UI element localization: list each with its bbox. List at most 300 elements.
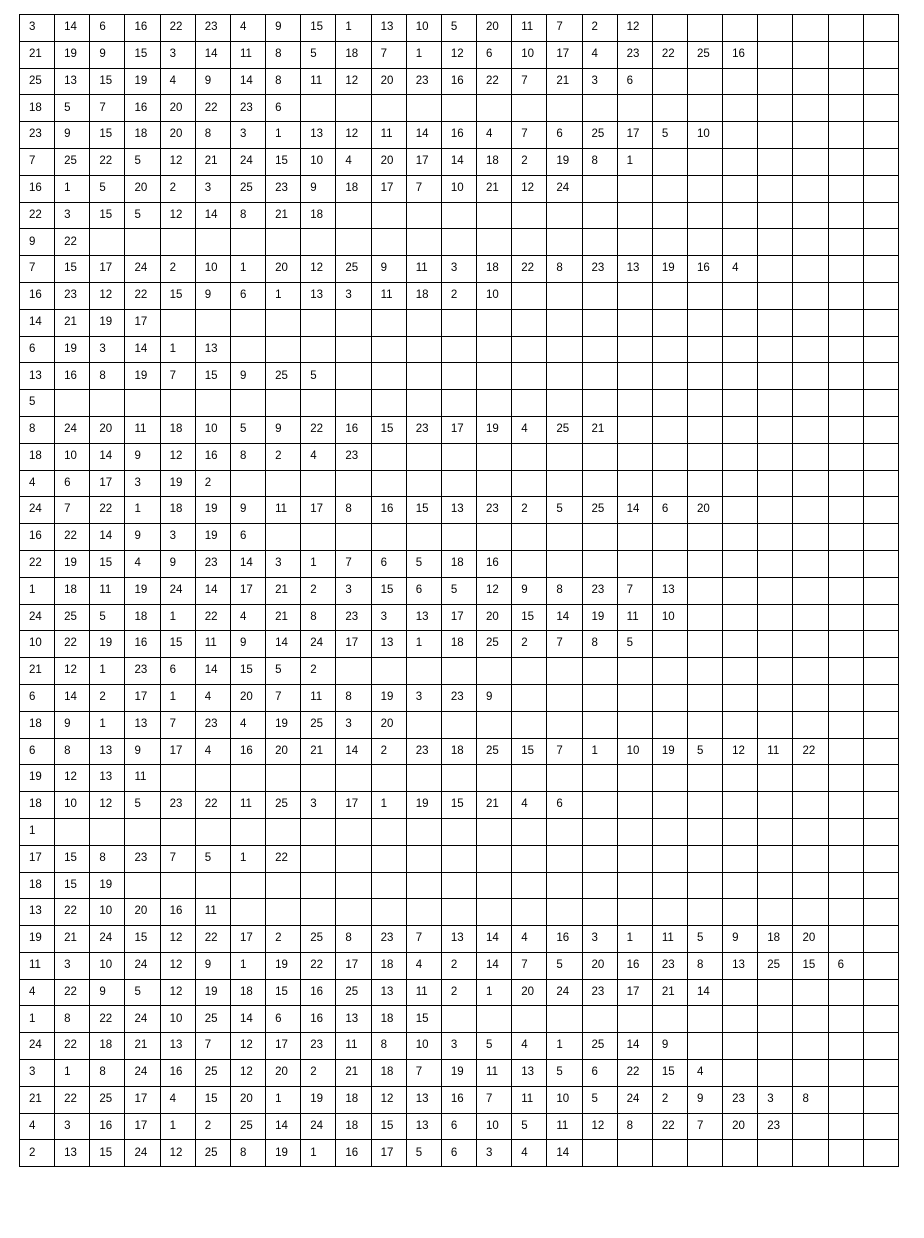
table-cell: 11	[301, 68, 336, 95]
table-cell	[828, 68, 863, 95]
table-cell	[406, 899, 441, 926]
table-cell: 23	[582, 979, 617, 1006]
table-cell: 7	[336, 550, 371, 577]
table-cell	[512, 282, 547, 309]
table-cell: 15	[406, 497, 441, 524]
table-cell: 25	[195, 1060, 230, 1087]
table-cell	[301, 818, 336, 845]
table-cell	[582, 229, 617, 256]
table-cell	[125, 818, 160, 845]
table-cell	[406, 336, 441, 363]
table-cell: 13	[652, 577, 687, 604]
table-cell: 24	[90, 926, 125, 953]
table-cell: 2	[512, 631, 547, 658]
table-cell	[687, 470, 722, 497]
table-cell	[617, 711, 652, 738]
table-cell	[758, 899, 793, 926]
table-cell: 15	[55, 845, 90, 872]
table-cell: 23	[617, 41, 652, 68]
table-cell: 19	[371, 684, 406, 711]
table-cell	[266, 765, 301, 792]
table-cell: 16	[125, 15, 160, 42]
table-cell	[793, 577, 828, 604]
table-cell: 9	[125, 443, 160, 470]
table-cell: 18	[371, 1006, 406, 1033]
table-cell: 16	[160, 899, 195, 926]
table-cell	[758, 524, 793, 551]
table-cell: 9	[160, 550, 195, 577]
table-cell	[723, 1060, 758, 1087]
table-cell	[828, 202, 863, 229]
table-cell	[371, 363, 406, 390]
table-cell: 22	[55, 1033, 90, 1060]
table-cell: 17	[371, 1140, 406, 1167]
table-cell	[582, 711, 617, 738]
table-cell: 15	[652, 1060, 687, 1087]
table-cell: 1	[160, 336, 195, 363]
table-cell: 20	[371, 148, 406, 175]
table-cell	[723, 577, 758, 604]
table-cell: 19	[125, 68, 160, 95]
table-cell: 6	[547, 792, 582, 819]
table-cell: 3	[20, 15, 55, 42]
table-cell	[617, 1140, 652, 1167]
table-cell: 9	[55, 122, 90, 149]
table-cell: 13	[441, 926, 476, 953]
table-cell	[617, 390, 652, 417]
table-row	[20, 550, 899, 577]
table-cell	[477, 202, 512, 229]
table-cell: 13	[20, 363, 55, 390]
table-cell: 5	[125, 792, 160, 819]
table-cell: 16	[20, 282, 55, 309]
table-cell	[652, 845, 687, 872]
table-cell: 14	[90, 524, 125, 551]
table-cell	[336, 95, 371, 122]
table-cell: 21	[582, 416, 617, 443]
table-cell	[336, 336, 371, 363]
table-cell: 8	[55, 1006, 90, 1033]
table-cell: 5	[687, 926, 722, 953]
table-cell	[793, 684, 828, 711]
table-cell: 23	[125, 845, 160, 872]
table-cell: 7	[406, 1060, 441, 1087]
table-cell	[617, 792, 652, 819]
table-cell	[582, 202, 617, 229]
table-cell: 21	[55, 309, 90, 336]
table-cell	[336, 845, 371, 872]
table-cell: 18	[477, 148, 512, 175]
table-cell	[687, 524, 722, 551]
table-cell	[547, 336, 582, 363]
table-cell	[723, 95, 758, 122]
table-cell: 13	[406, 604, 441, 631]
table-cell: 12	[336, 68, 371, 95]
table-cell: 16	[687, 256, 722, 283]
table-cell	[160, 390, 195, 417]
table-cell	[828, 738, 863, 765]
table-cell: 13	[617, 256, 652, 283]
table-cell	[793, 148, 828, 175]
table-cell	[828, 390, 863, 417]
table-cell	[477, 711, 512, 738]
table-cell: 1	[55, 1060, 90, 1087]
table-cell	[371, 899, 406, 926]
table-cell	[477, 443, 512, 470]
table-cell: 24	[20, 604, 55, 631]
table-cell: 20	[160, 95, 195, 122]
table-cell	[723, 1006, 758, 1033]
table-cell	[441, 229, 476, 256]
table-cell: 7	[547, 15, 582, 42]
table-cell	[90, 229, 125, 256]
table-cell: 10	[512, 41, 547, 68]
table-cell	[863, 952, 898, 979]
table-cell	[793, 416, 828, 443]
table-cell	[336, 390, 371, 417]
table-cell: 9	[266, 15, 301, 42]
table-cell	[828, 95, 863, 122]
table-cell	[230, 899, 265, 926]
table-cell: 5	[125, 979, 160, 1006]
table-cell: 20	[477, 15, 512, 42]
table-cell	[687, 416, 722, 443]
table-cell: 10	[406, 1033, 441, 1060]
table-cell: 19	[20, 926, 55, 953]
table-cell	[406, 229, 441, 256]
table-cell: 21	[477, 792, 512, 819]
table-cell: 8	[687, 952, 722, 979]
table-cell	[863, 390, 898, 417]
table-cell: 15	[195, 1086, 230, 1113]
table-row	[20, 68, 899, 95]
table-cell	[477, 309, 512, 336]
table-cell: 19	[652, 738, 687, 765]
table-cell: 8	[336, 684, 371, 711]
table-cell: 4	[512, 926, 547, 953]
table-cell	[687, 229, 722, 256]
table-cell: 20	[160, 122, 195, 149]
table-cell	[687, 577, 722, 604]
table-cell	[406, 765, 441, 792]
table-cell: 19	[406, 792, 441, 819]
table-cell: 24	[160, 577, 195, 604]
table-cell: 15	[512, 738, 547, 765]
table-cell	[723, 872, 758, 899]
table-cell	[687, 1033, 722, 1060]
table-cell: 18	[20, 443, 55, 470]
table-cell: 3	[406, 684, 441, 711]
table-cell: 23	[195, 15, 230, 42]
table-cell	[863, 765, 898, 792]
table-cell	[371, 309, 406, 336]
table-row	[20, 792, 899, 819]
table-cell	[336, 363, 371, 390]
table-cell	[828, 175, 863, 202]
table-cell: 22	[160, 15, 195, 42]
table-cell	[512, 309, 547, 336]
table-cell	[863, 229, 898, 256]
table-cell: 14	[55, 684, 90, 711]
table-cell: 8	[230, 1140, 265, 1167]
table-cell: 23	[195, 550, 230, 577]
table-cell: 2	[301, 658, 336, 685]
table-cell: 20	[125, 899, 160, 926]
table-cell: 12	[160, 443, 195, 470]
table-cell: 12	[160, 926, 195, 953]
table-cell: 23	[406, 68, 441, 95]
table-cell: 8	[266, 68, 301, 95]
table-cell: 20	[371, 711, 406, 738]
table-cell: 4	[160, 68, 195, 95]
table-cell	[547, 390, 582, 417]
table-cell	[723, 631, 758, 658]
table-cell: 17	[547, 41, 582, 68]
table-cell: 3	[195, 175, 230, 202]
table-cell: 18	[336, 41, 371, 68]
table-cell: 7	[195, 1033, 230, 1060]
table-cell	[617, 872, 652, 899]
table-cell	[828, 658, 863, 685]
table-cell	[793, 658, 828, 685]
table-cell: 1	[617, 148, 652, 175]
table-cell	[758, 68, 793, 95]
table-cell	[758, 631, 793, 658]
table-cell: 18	[90, 1033, 125, 1060]
table-cell: 20	[723, 1113, 758, 1140]
table-cell: 25	[582, 122, 617, 149]
table-cell	[547, 711, 582, 738]
table-cell: 1	[55, 175, 90, 202]
table-cell: 17	[441, 604, 476, 631]
table-cell: 21	[301, 738, 336, 765]
table-cell: 16	[301, 979, 336, 1006]
table-cell: 18	[160, 416, 195, 443]
table-cell: 23	[758, 1113, 793, 1140]
table-cell: 17	[371, 175, 406, 202]
table-cell: 15	[90, 550, 125, 577]
table-cell: 14	[195, 577, 230, 604]
table-cell: 13	[90, 738, 125, 765]
table-cell	[441, 202, 476, 229]
table-cell: 1	[230, 845, 265, 872]
table-cell: 10	[652, 604, 687, 631]
table-cell: 17	[90, 256, 125, 283]
table-cell: 8	[230, 443, 265, 470]
table-cell: 5	[301, 363, 336, 390]
table-cell: 12	[160, 952, 195, 979]
table-cell: 15	[301, 15, 336, 42]
table-cell: 14	[477, 952, 512, 979]
table-cell: 4	[406, 952, 441, 979]
table-cell	[828, 416, 863, 443]
table-cell: 11	[230, 41, 265, 68]
table-cell	[547, 658, 582, 685]
table-cell: 6	[55, 470, 90, 497]
table-cell	[547, 684, 582, 711]
table-cell	[582, 872, 617, 899]
table-cell	[441, 390, 476, 417]
table-cell	[617, 202, 652, 229]
table-cell	[441, 443, 476, 470]
table-cell: 16	[477, 550, 512, 577]
table-cell: 13	[406, 1113, 441, 1140]
table-cell: 12	[371, 1086, 406, 1113]
table-cell	[617, 550, 652, 577]
table-cell: 18	[441, 738, 476, 765]
table-cell: 23	[406, 416, 441, 443]
table-cell	[125, 390, 160, 417]
table-cell: 4	[301, 443, 336, 470]
table-cell	[863, 1033, 898, 1060]
table-cell: 9	[687, 1086, 722, 1113]
table-cell	[441, 363, 476, 390]
table-cell	[828, 1113, 863, 1140]
table-cell: 4	[230, 604, 265, 631]
table-cell: 5	[652, 122, 687, 149]
table-cell: 10	[617, 738, 652, 765]
table-cell: 12	[160, 148, 195, 175]
table-cell	[652, 899, 687, 926]
table-cell	[160, 229, 195, 256]
table-cell	[723, 550, 758, 577]
table-cell: 22	[652, 41, 687, 68]
table-cell: 14	[617, 1033, 652, 1060]
table-cell: 18	[20, 872, 55, 899]
table-cell	[687, 336, 722, 363]
table-cell: 14	[20, 309, 55, 336]
table-cell	[723, 1140, 758, 1167]
table-row	[20, 818, 899, 845]
table-cell	[477, 229, 512, 256]
table-cell: 17	[125, 309, 160, 336]
table-cell: 20	[266, 1060, 301, 1087]
table-cell: 2	[266, 443, 301, 470]
table-cell: 17	[336, 952, 371, 979]
table-row	[20, 229, 899, 256]
table-cell	[687, 1006, 722, 1033]
table-cell	[266, 524, 301, 551]
table-cell	[723, 443, 758, 470]
table-cell: 25	[758, 952, 793, 979]
table-cell: 24	[301, 631, 336, 658]
table-cell	[582, 765, 617, 792]
table-cell	[441, 336, 476, 363]
table-cell: 25	[687, 41, 722, 68]
table-cell: 14	[195, 41, 230, 68]
table-row	[20, 416, 899, 443]
table-cell	[582, 443, 617, 470]
table-cell: 21	[652, 979, 687, 1006]
table-cell	[266, 390, 301, 417]
table-cell	[863, 363, 898, 390]
table-cell: 10	[55, 443, 90, 470]
table-cell: 23	[336, 604, 371, 631]
table-cell: 19	[195, 497, 230, 524]
table-cell	[687, 148, 722, 175]
table-cell: 22	[195, 926, 230, 953]
table-cell	[547, 282, 582, 309]
table-cell	[547, 524, 582, 551]
table-cell	[230, 390, 265, 417]
table-cell: 3	[20, 1060, 55, 1087]
table-cell: 22	[90, 497, 125, 524]
table-cell	[617, 658, 652, 685]
table-cell	[371, 872, 406, 899]
table-row	[20, 95, 899, 122]
table-cell	[512, 899, 547, 926]
table-row	[20, 15, 899, 42]
table-cell	[687, 711, 722, 738]
table-cell	[195, 872, 230, 899]
table-cell: 4	[477, 122, 512, 149]
table-cell: 1	[160, 1113, 195, 1140]
table-cell: 13	[301, 122, 336, 149]
table-cell	[723, 122, 758, 149]
table-cell	[828, 229, 863, 256]
table-cell: 4	[125, 550, 160, 577]
table-cell	[723, 845, 758, 872]
table-cell	[793, 175, 828, 202]
table-cell: 4	[687, 1060, 722, 1087]
table-cell	[512, 684, 547, 711]
table-cell	[828, 363, 863, 390]
table-cell	[793, 1113, 828, 1140]
table-cell	[301, 899, 336, 926]
table-cell	[512, 443, 547, 470]
table-row	[20, 1060, 899, 1087]
table-row	[20, 41, 899, 68]
table-cell	[863, 175, 898, 202]
table-cell: 23	[336, 443, 371, 470]
table-cell	[723, 229, 758, 256]
table-cell: 22	[301, 416, 336, 443]
table-cell: 21	[266, 577, 301, 604]
table-cell: 17	[230, 926, 265, 953]
table-cell	[652, 282, 687, 309]
table-cell	[547, 765, 582, 792]
table-cell	[512, 336, 547, 363]
table-cell: 17	[20, 845, 55, 872]
table-cell	[336, 765, 371, 792]
table-cell	[477, 336, 512, 363]
table-cell	[652, 416, 687, 443]
table-cell	[547, 872, 582, 899]
table-cell	[828, 604, 863, 631]
table-cell: 25	[195, 1006, 230, 1033]
table-cell	[758, 309, 793, 336]
table-cell	[687, 631, 722, 658]
table-cell: 2	[266, 926, 301, 953]
table-cell: 17	[90, 470, 125, 497]
table-cell: 9	[90, 979, 125, 1006]
table-cell	[758, 470, 793, 497]
table-cell: 22	[20, 550, 55, 577]
table-cell: 2	[512, 497, 547, 524]
table-cell: 1	[406, 631, 441, 658]
table-cell	[793, 1140, 828, 1167]
table-cell: 7	[406, 175, 441, 202]
table-cell: 11	[652, 926, 687, 953]
table-cell: 2	[90, 684, 125, 711]
table-cell: 2	[195, 1113, 230, 1140]
table-cell	[828, 872, 863, 899]
table-cell: 24	[125, 1140, 160, 1167]
table-cell: 12	[477, 577, 512, 604]
table-cell	[723, 684, 758, 711]
table-cell: 18	[336, 1086, 371, 1113]
table-cell	[512, 1006, 547, 1033]
